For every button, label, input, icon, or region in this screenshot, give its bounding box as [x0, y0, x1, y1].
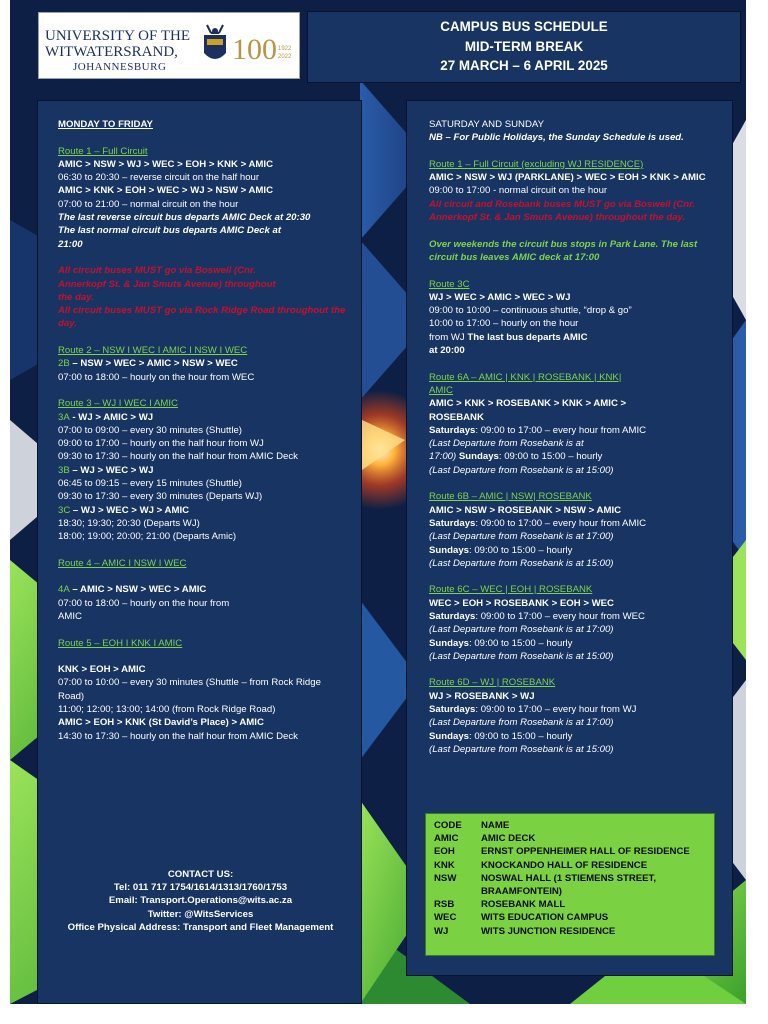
route-6b-note: (Last Departure from Rosebank is at 17:00): [429, 531, 614, 543]
route-2b-path: [58, 357, 349, 370]
route-1-path-reverse: AMIC > NSW > WJ > WEC > EOH > KNK > AMIC: [58, 158, 274, 170]
time-text: : 09:00 to 15:00 – hourly: [469, 637, 573, 649]
route-path: – WJ > WEC > WJ: [69, 464, 154, 476]
route-1-alert: the day.: [58, 291, 94, 303]
route-6b-title: Route 6B – AMIC | NSW| ROSEBANK: [429, 491, 592, 503]
legend-code: AMIC: [434, 833, 459, 845]
route-3b-time: 06:45 to 09:15 – every 15 minutes (Shuttle): [58, 478, 242, 490]
legend-name: KNOCKANDO HALL OF RESIDENCE: [481, 859, 648, 871]
time-text: : 09:00 to 15:00 – hourly: [498, 451, 603, 463]
route-6c-title: Route 6C – WEC | EOH | ROSEBANK: [429, 584, 593, 596]
route-6c-sunday: [429, 637, 722, 650]
route-2b-time: 07:00 to 18:00 – hourly on the hour from WEC: [58, 371, 255, 383]
weekend-route-3c-time: 09:00 to 10:00 – continuous shuttle, “drop & go”: [429, 305, 632, 317]
weekend-route-1-title: Route 1 – Full Circuit (excluding WJ RESIDENCE): [429, 158, 644, 170]
route-5-time: 11:00; 12:00; 13:00; 14:00 (from Rock Ridge Road): [58, 704, 276, 716]
route-3b-time: 09:30 to 17:30 – every 30 minutes (Departs WJ): [58, 491, 263, 503]
note-text: 17:00): [429, 451, 457, 463]
contact-twitter: Twitter: @WitsServices: [147, 908, 254, 920]
day-label: Sundays: [429, 544, 469, 556]
route-2-title: Route 2 – NSW I WEC I AMIC I NSW I WEC: [58, 345, 248, 357]
day-label: Sundays: [429, 637, 469, 649]
weekend-route-3c-last: at 20:00: [429, 345, 465, 357]
route-path: – WJ > WEC > WJ > AMIC: [70, 504, 190, 516]
route-5-time: Road): [58, 690, 85, 702]
legend-row: [434, 898, 691, 911]
weekday-schedule-panel: [37, 100, 362, 1004]
time-text: : 09:00 to 17:00 – every hour from AMIC: [475, 424, 647, 436]
crest-icon: [204, 25, 226, 59]
university-logo: [38, 12, 300, 79]
route-3a-time: 07:00 to 09:00 – every 30 minutes (Shuttle): [58, 424, 242, 436]
legend-row: [434, 859, 691, 872]
route-3c-time: 18:00; 19:00; 20:00; 21:00 (Departs Amic): [58, 531, 237, 543]
route-1-note-reverse: The last reverse circuit bus departs AMIC Deck at 20:30: [58, 212, 311, 224]
logo-line-3: JOHANNESBURG: [73, 61, 167, 73]
weekend-route-1-time: 09:00 to 17:00 - normal circuit on the hour: [429, 185, 608, 197]
anniversary-year-start: 1922: [278, 46, 292, 52]
route-6b-sunday: [429, 544, 722, 557]
route-6d-note: (Last Departure from Rosebank is at 17:00): [429, 717, 614, 729]
route-3-title: Route 3 – WJ I WEC I AMIC: [58, 398, 178, 410]
route-1-time-reverse: 06:30 to 20:30 – reverse circuit on the half hour: [58, 172, 260, 184]
route-4a-time: AMIC: [58, 610, 82, 622]
day-label: Saturdays: [429, 610, 476, 622]
route-4a-path: [58, 583, 349, 596]
last-bus-note: The last bus departs AMIC: [467, 331, 588, 343]
day-label: Sundays: [458, 451, 499, 463]
weekend-route-3c-time: 10:00 to 17:00 – hourly on the hour: [429, 318, 579, 330]
route-code: 3C: [58, 504, 71, 516]
route-1-time-normal: 07:00 to 21:00 – normal circuit on the hour: [58, 198, 239, 210]
day-label: Saturdays: [429, 704, 476, 716]
weekend-park-lane-note: Over weekends the circuit bus stops in Park Lane. The last: [429, 238, 698, 250]
route-5-path: KNK > EOH > AMIC: [58, 664, 146, 676]
logo-line-1: UNIVERSITY OF THE: [45, 28, 190, 44]
route-3a-time: 09:00 to 17:00 – hourly on the half hour from WJ: [58, 438, 264, 450]
legend-code: EOH: [434, 846, 455, 858]
route-code: 3A: [58, 411, 70, 423]
route-6d-title: Route 6D – WJ | ROSEBANK: [429, 677, 556, 689]
route-3c-path: [58, 504, 349, 517]
route-3c-time: 18:30; 19:30; 20:30 (Departs WJ): [58, 517, 200, 529]
legend-header-name: NAME: [481, 820, 510, 831]
route-5-time: 14:30 to 17:30 – hourly on the half hour from AMIC Deck: [58, 730, 298, 742]
legend-name: AMIC DECK: [481, 833, 536, 845]
route-code: 3B: [58, 464, 70, 476]
route-6b-path: AMIC > NSW > ROSEBANK > NSW > AMIC: [429, 504, 622, 516]
logo-line-2: WITWATERSRAND,: [45, 44, 178, 60]
legend-code: RSB: [434, 899, 455, 911]
public-holiday-note: NB – For Public Holidays, the Sunday Schedule is used.: [429, 132, 684, 144]
route-6a-path: ROSEBANK: [429, 411, 484, 423]
route-6a-sunday: [429, 450, 722, 463]
time-text: : 09:00 to 15:00 – hourly: [469, 544, 573, 556]
legend-header-code: CODE: [434, 820, 462, 831]
contact-heading: CONTACT US:: [167, 869, 234, 880]
weekend-route-1-alert: All circuit and Rosebank buses MUST go via Boswell (Cnr.: [429, 198, 696, 210]
route-6a-title: AMIC: [429, 384, 453, 396]
contact-block: [38, 868, 363, 934]
route-6a-path: AMIC > KNK > ROSEBANK > KNK > AMIC >: [429, 398, 627, 410]
contact-email: Email: Transport.Operations@wits.ac.za: [108, 895, 293, 907]
route-6b-saturday: [429, 517, 722, 530]
route-5-title: Route 5 – EOH I KNK I AMIC: [58, 637, 183, 649]
route-1-path-normal: AMIC > KNK > EOH > WEC > WJ > NSW > AMIC: [58, 185, 274, 197]
schedule-title: [307, 11, 741, 83]
route-6c-note: (Last Departure from Rosebank is at 17:00): [429, 624, 614, 636]
anniversary-number: 100: [232, 33, 277, 66]
day-label: Saturdays: [429, 424, 476, 436]
route-6a-note: (Last Departure from Rosebank is at: [429, 438, 584, 450]
title-line-3: 27 MARCH – 6 APRIL 2025: [440, 58, 608, 73]
legend-code: WEC: [434, 912, 457, 924]
route-1-alert: All circuit buses MUST go via Rock Ridge Road throughout the: [58, 305, 346, 317]
weekday-heading: MONDAY TO FRIDAY: [58, 119, 153, 130]
route-6a-title: Route 6A – AMIC | KNK | ROSEBANK | KNK|: [429, 371, 622, 383]
legend-name: ERNST OPPENHEIMER HALL OF RESIDENCE: [481, 846, 690, 858]
legend-row: [434, 925, 691, 938]
route-1-note-normal: The last normal circuit bus departs AMIC Deck at: [58, 225, 282, 237]
route-1-alert: All circuit buses MUST go via Boswell (Cnr.: [58, 265, 256, 277]
time-text: : 09:00 to 17:00 – every hour from AMIC: [475, 517, 647, 529]
route-6a-note: (Last Departure from Rosebank is at 15:00): [429, 464, 614, 476]
legend-row: [434, 832, 691, 845]
legend-name: WITS EDUCATION CAMPUS: [481, 912, 609, 924]
logo-graphic: [39, 13, 299, 78]
route-1-alert: Annerkopf St. & Jan Smuts Avenue) throughout: [58, 278, 276, 290]
route-1-note-normal-time: 21:00: [58, 238, 83, 250]
route-6b-note: (Last Departure from Rosebank is at 15:00): [429, 557, 614, 569]
legend-row: [434, 845, 691, 858]
route-6c-note: (Last Departure from Rosebank is at 15:00): [429, 650, 614, 662]
time-text: : 09:00 to 17:00 – every hour from WEC: [475, 610, 645, 622]
route-6a-saturday: [429, 424, 722, 437]
route-path: – NSW > WEC > AMIC > NSW > WEC: [69, 358, 238, 370]
route-code: 4A: [58, 584, 70, 596]
legend-code: NSW: [434, 872, 457, 884]
weekend-route-1-path: AMIC > NSW > WJ (PARKLANE) > WEC > EOH > KNK > AMIC: [429, 172, 706, 184]
route-6c-path: WEC > EOH > ROSEBANK > EOH > WEC: [429, 597, 614, 609]
route-3a-time: 09:30 to 17:30 – hourly on the half hour from AMIC Deck: [58, 451, 298, 463]
route-5-time: 07:00 to 10:00 – every 30 minutes (Shuttle – from Rock Ridge: [58, 677, 321, 689]
route-6c-saturday: [429, 610, 722, 623]
route-path: - WJ > AMIC > WJ: [69, 411, 154, 423]
contact-address: Office Physical Address: Transport and Fleet Management: [67, 921, 334, 933]
day-label: Sundays: [429, 730, 469, 742]
route-1-alert: day.: [58, 318, 77, 330]
route-6d-note: (Last Departure from Rosebank is at 15:00): [429, 743, 614, 755]
legend-table: [434, 819, 691, 938]
weekend-park-lane-note: circuit bus leaves AMIC deck at 17:00: [429, 251, 600, 263]
title-line-1: CAMPUS BUS SCHEDULE: [440, 19, 608, 34]
day-label: Saturdays: [429, 517, 476, 529]
route-path: – AMIC > NSW > WEC > AMIC: [69, 584, 207, 596]
route-3b-path: [58, 464, 349, 477]
route-6d-saturday: [429, 703, 722, 716]
time-text: : 09:00 to 15:00 – hourly: [469, 730, 573, 742]
legend-row: [434, 872, 691, 898]
title-line-2: MID-TERM BREAK: [464, 38, 584, 54]
legend-row: [434, 911, 691, 924]
legend-name: NOSWAL HALL (1 STIEMENS STREET, BRAAMFONTEIN): [481, 872, 657, 898]
legend-name: ROSEBANK MALL: [481, 899, 566, 911]
route-1-title: Route 1 – Full Circuit: [58, 145, 148, 157]
anniversary-year-end: 2022: [278, 54, 292, 60]
route-4a-time: 07:00 to 18:00 – hourly on the hour from: [58, 597, 230, 609]
weekend-heading: SATURDAY AND SUNDAY: [429, 119, 544, 130]
legend-code: KNK: [434, 859, 455, 871]
weekend-route-3c-title: Route 3C: [429, 278, 470, 290]
contact-phone: Tel: 011 717 1754/1614/1313/1760/1753: [113, 882, 288, 894]
route-6d-path: WJ > ROSEBANK > WJ: [429, 690, 535, 702]
route-3a-path: [58, 411, 349, 424]
route-5-path: AMIC > EOH > KNK (St David’s Place) > AMIC: [58, 717, 264, 729]
time-text: from WJ: [429, 331, 468, 343]
route-4-title: Route 4 – AMIC I NSW I WEC: [58, 557, 187, 569]
legend-code: WJ: [434, 925, 449, 937]
weekend-route-1-alert: Annerkopf St. & Jan Smuts Avenue) throughout the day.: [429, 212, 686, 224]
stop-code-legend: [425, 813, 715, 956]
route-code: 2B: [58, 358, 70, 370]
time-text: : 09:00 to 17:00 – every hour from WJ: [475, 704, 637, 716]
weekend-schedule-panel: [406, 100, 733, 976]
legend-name: WITS JUNCTION RESIDENCE: [481, 925, 616, 937]
weekend-route-3c-time: [429, 331, 722, 344]
weekend-route-3c-path: WJ > WEC > AMIC > WEC > WJ: [429, 291, 571, 303]
legend-header-row: [434, 819, 691, 832]
route-6d-sunday: [429, 730, 722, 743]
